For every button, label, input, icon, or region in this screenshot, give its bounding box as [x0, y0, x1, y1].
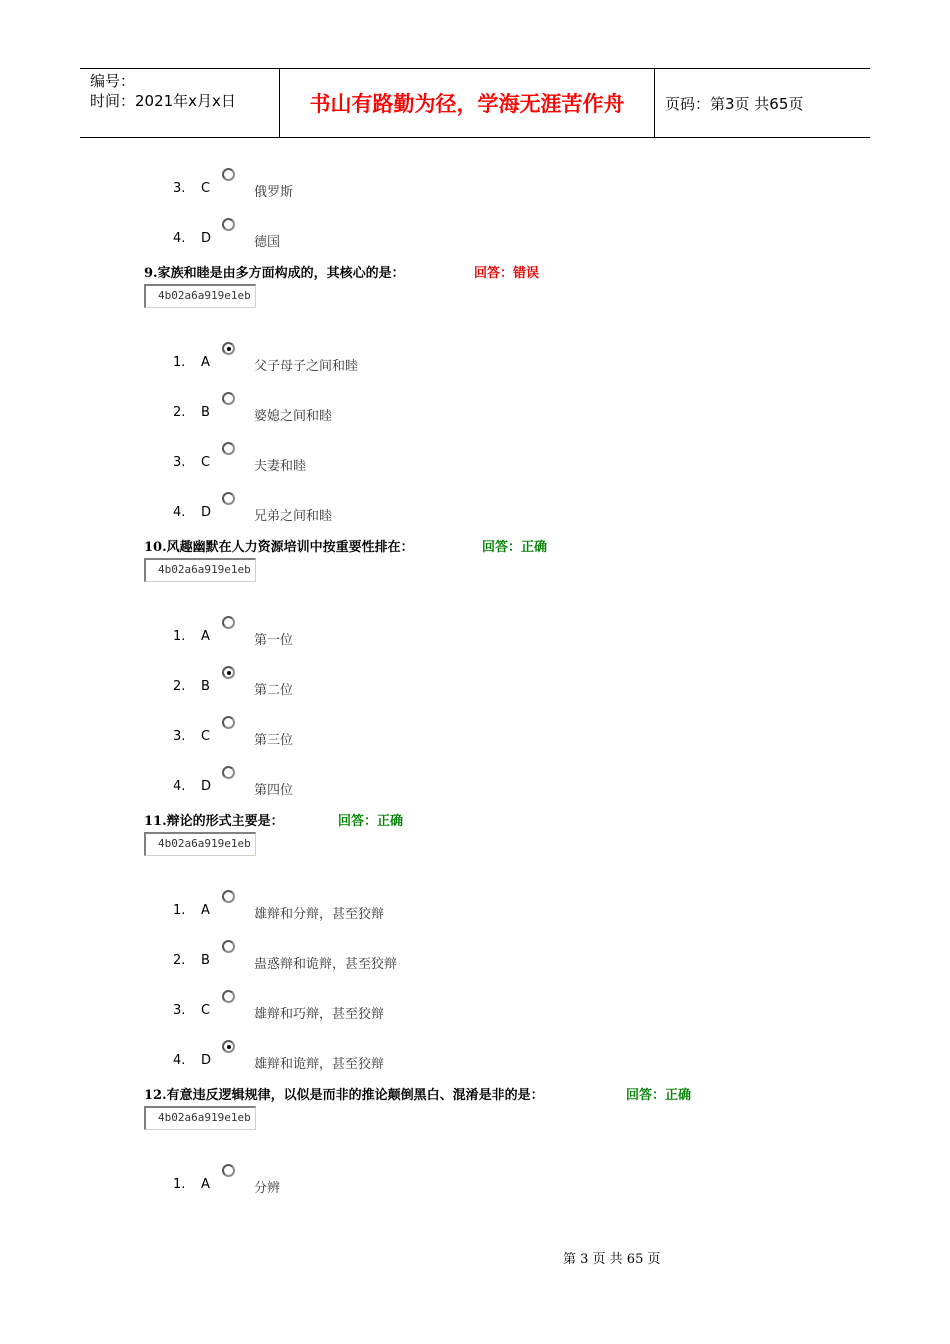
option-number: 4. [173, 1053, 186, 1068]
option-text: 第二位 [254, 683, 294, 698]
question-title: 9.家族和睦是由多方面构成的，其核心的是： [144, 266, 405, 281]
option-radio[interactable] [222, 990, 235, 1003]
option-radio[interactable] [222, 168, 235, 181]
option-text: 第一位 [254, 633, 294, 648]
question-id-field[interactable]: 4b02a6a919e1eb [144, 558, 256, 582]
option-text: 兄弟之间和睦 [254, 509, 333, 524]
option-number: 3. [173, 181, 186, 196]
option-number: 3. [173, 1003, 186, 1018]
option-number: 3. [173, 729, 186, 744]
answer-status: 回答：正确 [482, 540, 548, 555]
option-letter: C [201, 1003, 211, 1018]
option-text: 分辨 [254, 1181, 281, 1196]
option-letter: A [201, 903, 210, 918]
option-letter: B [201, 679, 210, 694]
question-title: 11.辩论的形式主要是： [144, 814, 284, 829]
header-page-info: 页码：第3页 共65页 [665, 94, 804, 113]
option-letter: D [201, 231, 212, 246]
option-radio[interactable] [222, 1164, 235, 1177]
option-text: 蛊惑辩和诡辩，甚至狡辩 [254, 957, 398, 972]
header-motto: 书山有路勤为径，学海无涯苦作舟 [280, 69, 655, 137]
option-number: 1. [173, 1177, 186, 1192]
option-radio[interactable] [222, 1040, 235, 1053]
option-text: 雄辩和诡辩，甚至狡辩 [254, 1057, 385, 1072]
option-letter: B [201, 953, 210, 968]
option-letter: D [201, 779, 212, 794]
option-number: 3. [173, 455, 186, 470]
option-radio[interactable] [222, 492, 235, 505]
option-radio[interactable] [222, 442, 235, 455]
option-radio[interactable] [222, 716, 235, 729]
option-letter: A [201, 629, 210, 644]
option-radio[interactable] [222, 392, 235, 405]
option-letter: A [201, 1177, 210, 1192]
option-text: 婆媳之间和睦 [254, 409, 333, 424]
question-id-field[interactable]: 4b02a6a919e1eb [144, 832, 256, 856]
option-text: 第三位 [254, 733, 294, 748]
option-radio[interactable] [222, 342, 235, 355]
option-radio[interactable] [222, 890, 235, 903]
option-letter: C [201, 181, 211, 196]
option-text: 雄辩和分辩，甚至狡辩 [254, 907, 385, 922]
option-radio[interactable] [222, 666, 235, 679]
option-text: 父子母子之间和睦 [254, 359, 359, 374]
question-title: 10.风趣幽默在人力资源培训中按重要性排在： [144, 540, 414, 555]
option-text: 德国 [254, 235, 281, 250]
number-label: 编号： [90, 72, 136, 90]
question-title: 12.有意违反逻辑规律，以似是而非的推论颠倒黑白、混淆是非的是： [144, 1088, 544, 1103]
option-letter: C [201, 455, 211, 470]
option-letter: A [201, 355, 210, 370]
question-id-field[interactable]: 4b02a6a919e1eb [144, 1106, 256, 1130]
option-number: 1. [173, 903, 186, 918]
answer-status: 回答：正确 [338, 814, 404, 829]
option-number: 1. [173, 355, 186, 370]
option-number: 4. [173, 779, 186, 794]
option-letter: B [201, 405, 210, 420]
option-number: 4. [173, 231, 186, 246]
option-number: 2. [173, 679, 186, 694]
answer-status: 回答：错误 [474, 266, 540, 281]
option-letter: C [201, 729, 211, 744]
time-label: 时间：2021年x月x日 [90, 92, 236, 110]
page-footer: 第 3 页 共 65 页 [563, 1252, 661, 1267]
option-number: 4. [173, 505, 186, 520]
option-number: 2. [173, 405, 186, 420]
option-text: 第四位 [254, 783, 294, 798]
option-radio[interactable] [222, 218, 235, 231]
option-text: 夫妻和睦 [254, 459, 307, 474]
option-text: 俄罗斯 [254, 185, 294, 200]
option-letter: D [201, 1053, 212, 1068]
header-meta [80, 69, 280, 137]
option-radio[interactable] [222, 616, 235, 629]
option-radio[interactable] [222, 940, 235, 953]
option-letter: D [201, 505, 212, 520]
option-text: 雄辩和巧辩，甚至狡辩 [254, 1007, 385, 1022]
question-id-field[interactable]: 4b02a6a919e1eb [144, 284, 256, 308]
option-number: 1. [173, 629, 186, 644]
option-radio[interactable] [222, 766, 235, 779]
answer-status: 回答：正确 [626, 1088, 692, 1103]
page-header [80, 68, 870, 138]
option-number: 2. [173, 953, 186, 968]
